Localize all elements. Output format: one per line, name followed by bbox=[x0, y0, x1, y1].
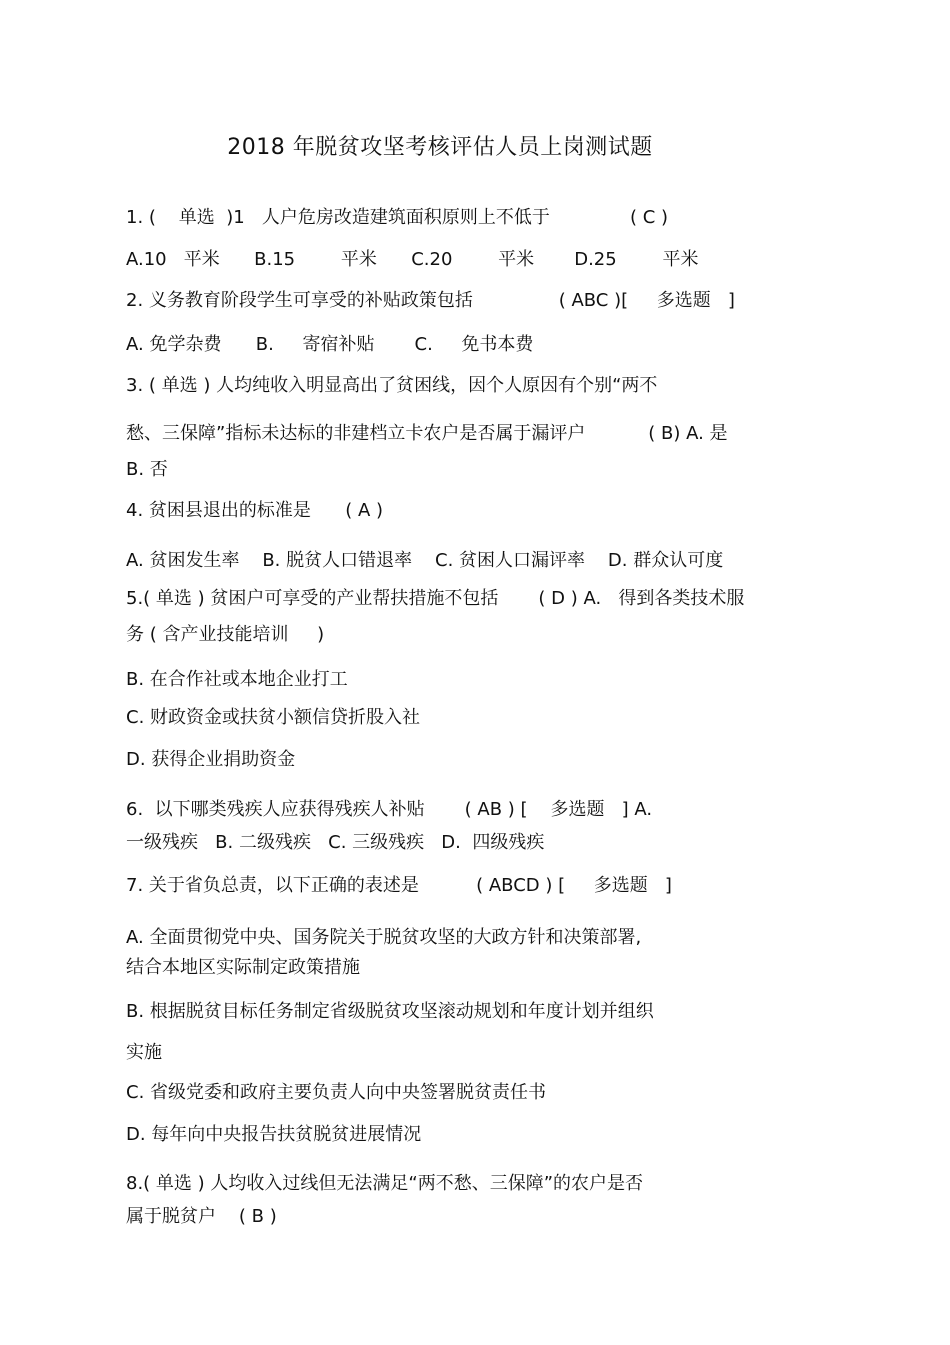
q7-option-b-line2: 实施 bbox=[126, 1042, 162, 1063]
q2-options: A. 免学杂费 B. 寄宿补贴 C. 免书本费 bbox=[126, 334, 534, 355]
q7-option-a-line2: 结合本地区实际制定政策措施 bbox=[126, 957, 360, 978]
q8-question-line1: 8.( 单选 ) 人均收入过线但无法满足“两不愁、三保障”的农户是否 bbox=[126, 1173, 644, 1194]
q4-question: 4. 贫困县退出的标准是 ( A ) bbox=[126, 500, 384, 521]
q3-question-line1: 3. ( 单选 ) 人均纯收入明显高出了贫困线，因个人原因有个别“两不 bbox=[126, 375, 658, 396]
q6-question: 6. 以下哪类残疾人应获得残疾人补贴 ( AB ) [ 多选题 ] A. bbox=[126, 799, 653, 820]
q5-option-d: D. 获得企业捐助资金 bbox=[126, 749, 296, 770]
q8-question-line2: 属于脱贫户 ( B ) bbox=[126, 1206, 277, 1227]
q7-option-a-line1: A. 全面贯彻党中央、国务院关于脱贫攻坚的大政方针和决策部署, bbox=[126, 927, 642, 948]
q1-question: 1. ( 单选 )1 人户危房改造建筑面积原则上不低于 ( C ) bbox=[126, 207, 669, 228]
q3-question-line2: 愁、三保障”指标未达标的非建档立卡农户是否属于漏评户 ( B) A. 是 bbox=[126, 423, 728, 444]
q5-option-c: C. 财政资金或扶贫小额信贷折股入社 bbox=[126, 707, 421, 728]
q7-question: 7. 关于省负总责，以下正确的表述是 ( ABCD ) [ 多选题 ] bbox=[126, 875, 672, 896]
q1-options: A.10 平米 B.15 平米 C.20 平米 D.25 平米 bbox=[126, 249, 699, 270]
q3-option-b: B. 否 bbox=[126, 459, 168, 480]
q5-option-b: B. 在合作社或本地企业打工 bbox=[126, 669, 348, 690]
q4-options: A. 贫困发生率 B. 脱贫人口错退率 C. 贫困人口漏评率 D. 群众认可度 bbox=[126, 550, 724, 571]
q6-options: 一级残疾 B. 二级残疾 C. 三级残疾 D. 四级残疾 bbox=[126, 832, 545, 853]
q7-option-b-line1: B. 根据脱贫目标任务制定省级脱贫攻坚滚动规划和年度计划并组织 bbox=[126, 1001, 654, 1022]
q5-question-line1: 5.( 单选 ) 贫困户可享受的产业帮扶措施不包括 ( D ) A. 得到各类技术服 bbox=[126, 588, 745, 609]
q7-option-c: C. 省级党委和政府主要负责人向中央签署脱贫责任书 bbox=[126, 1082, 547, 1103]
document-title: 2018 年脱贫攻坚考核评估人员上岗测试题 bbox=[227, 135, 653, 160]
q7-option-d: D. 每年向中央报告扶贫脱贫进展情况 bbox=[126, 1124, 422, 1145]
q5-question-line2: 务 ( 含产业技能培训 ) bbox=[126, 624, 325, 645]
q2-question: 2. 义务教育阶段学生可享受的补贴政策包括 ( ABC )[ 多选题 ] bbox=[126, 290, 735, 311]
